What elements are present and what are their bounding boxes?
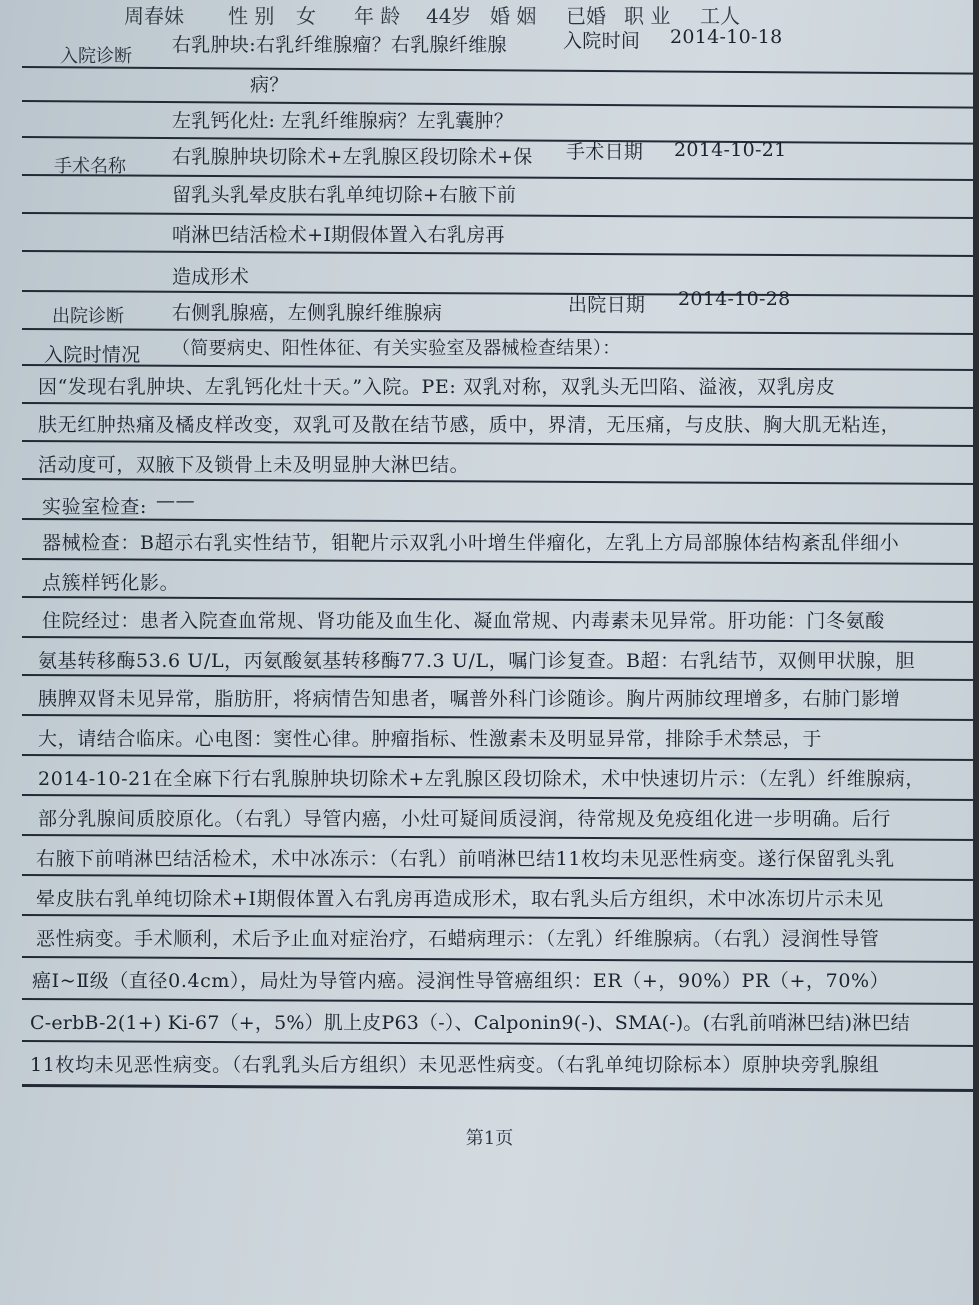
admission-diagnosis-label: 入院诊断 [60,46,132,67]
form-rule [22,66,979,75]
form-rule [22,914,979,921]
discharge-date-label: 出院日期 [568,294,646,316]
instrument-exam-line: 器械检查：B超示右乳实性结节，钼靶片示双乳小叶增生伴瘤化，左乳上方局部腺体结构紊乱伴细小 [42,532,900,554]
page-edge-shadow [973,0,979,1305]
form-rule [22,518,979,525]
form-rule [22,558,979,565]
form-rule [22,874,979,881]
admission-status-line: 肤无红肿热痛及橘皮样改变，双乳可及散在结节感，质中，界清，无压痛，与皮肤、胸大肌无粘连， [38,414,901,436]
form-rule [22,212,979,219]
form-rule [22,290,979,297]
form-rule [22,440,979,447]
admission-diagnosis-line1: 右乳肿块:右乳纤维腺瘤？右乳腺纤维腺 [172,34,507,56]
surgery-line3: 哨淋巴结活检术+Ⅰ期假体置入右乳房再 [172,224,505,246]
surgery-date-value: 2014-10-21 [674,139,787,161]
course-line: 晕皮肤右乳单纯切除术+Ⅰ期假体置入右乳房再造成形术，取右乳头后方组织，术中冰冻切片示未见 [36,888,884,910]
form-rule [22,596,979,603]
course-line: 住院经过：患者入院查血常规、肾功能及血生化、凝血常规、内毒素未见异常。肝功能：门冬氨酸 [42,610,885,632]
admission-status-label: 入院时情况 [44,344,141,366]
admission-status-note: （简要病史、阳性体征、有关实验室及器械检查结果）： [172,338,621,359]
marital-value: 已婚 [566,4,606,28]
occupation-value: 工人 [700,4,740,28]
form-rule [22,402,979,409]
course-line: 恶性病变。手术顺利，术后予止血对症治疗，石蜡病理示：（左乳）纤维腺病。（右乳）浸润性导管 [36,928,880,950]
admission-diagnosis-line3: 左乳钙化灶: 左乳纤维腺病？左乳囊肿？ [172,110,514,132]
course-line: 右腋下前哨淋巴结活检术，术中冰冻示：（右乳）前哨淋巴结11枚均未见恶性病变。遂行保留乳头乳 [36,848,895,870]
surgery-name-label: 手术名称 [54,156,126,177]
gender-value: 女 [296,4,316,28]
marital-label: 婚 姻 [490,4,537,28]
form-rule [22,250,979,257]
admission-diagnosis-line2: 病？ [250,74,289,96]
instrument-exam-line: 点簇样钙化影。 [42,572,180,594]
lab-exam-value: —— [156,490,196,512]
form-rule [22,636,979,643]
course-line: 11枚均未见恶性病变。（右乳乳头后方组织）未见恶性病变。（右乳单纯切除标本）原肿块旁乳腺组 [30,1054,880,1076]
form-rule [22,754,979,761]
age-value: 44岁 [426,4,472,28]
admission-status-line: 活动度可，双腋下及锁骨上未及明显肿大淋巴结。 [38,454,470,476]
form-rule [22,364,979,371]
page-number: 第1页 [465,1128,514,1149]
course-line: 癌Ⅰ~Ⅱ级（直径0.4cm），局灶为导管内癌。浸润性导管癌组织：ER（+，90%）PR（+，70%） [32,970,890,992]
discharge-diagnosis-label: 出院诊断 [52,306,124,327]
course-line: 胰脾双肾未见异常，脂肪肝，将病情告知患者，嘱普外科门诊随诊。胸片两肺纹理增多，右肺门影增 [38,688,901,710]
patient-name: 周春妹 [124,4,184,28]
course-line: 2014-10-21在全麻下行右乳腺肿块切除术+左乳腺区段切除术，术中快速切片示：（左乳）纤维腺病， [38,768,925,790]
occupation-label: 职 业 [624,4,671,28]
patient-header-strip [0,0,979,30]
admission-status-line: 因“发现右乳肿块、左乳钙化灶十天。”入院。PE: 双乳对称，双乳头无凹陷、溢液，双乳房皮 [38,376,836,398]
discharge-diagnosis-value: 右侧乳腺癌，左侧乳腺纤维腺病 [172,302,443,324]
admit-time-value: 2014-10-18 [670,26,783,48]
admit-time-label: 入院时间 [563,30,641,52]
lab-exam-label: 实验室检查: [42,496,148,518]
course-line: 部分乳腺间质胶原化。（右乳）导管内癌，小灶可疑间质浸润，待常规及免疫组化进一步明确。后行 [38,808,891,830]
form-rule [22,674,979,681]
age-label: 年 龄 [354,4,401,28]
surgery-line2: 留乳头乳晕皮肤右乳单纯切除+右腋下前 [172,184,517,206]
form-rule [22,1040,979,1047]
discharge-date-value: 2014-10-28 [678,288,791,310]
course-line: 大，请结合临床。心电图：窦性心律。肿瘤指标、性激素未及明显异常，排除手术禁忌，于 [38,728,823,750]
surgery-date-label: 手术日期 [566,141,644,163]
course-line: 氨基转移酶53.6 U/L，丙氨酸氨基转移酶77.3 U/L，嘱门诊复查。B超：右乳结节，双侧甲状腺，胆 [38,650,915,672]
form-rule [22,1084,979,1092]
form-rule [22,834,979,841]
course-line: C-erbB-2(1+) Ki-67（+，5%）肌上皮P63（-）、Calponin9(-)、SMA(-)。(右乳前哨淋巴结)淋巴结 [30,1012,910,1034]
form-rule [22,478,979,485]
form-rule [22,956,979,963]
form-rule [22,998,979,1005]
form-rule [22,794,979,801]
gender-label: 性 别 [228,4,275,28]
form-rule [22,714,979,721]
surgery-line4: 造成形术 [172,266,250,288]
surgery-line1: 右乳腺肿块切除术+左乳腺区段切除术+保 [172,146,533,168]
